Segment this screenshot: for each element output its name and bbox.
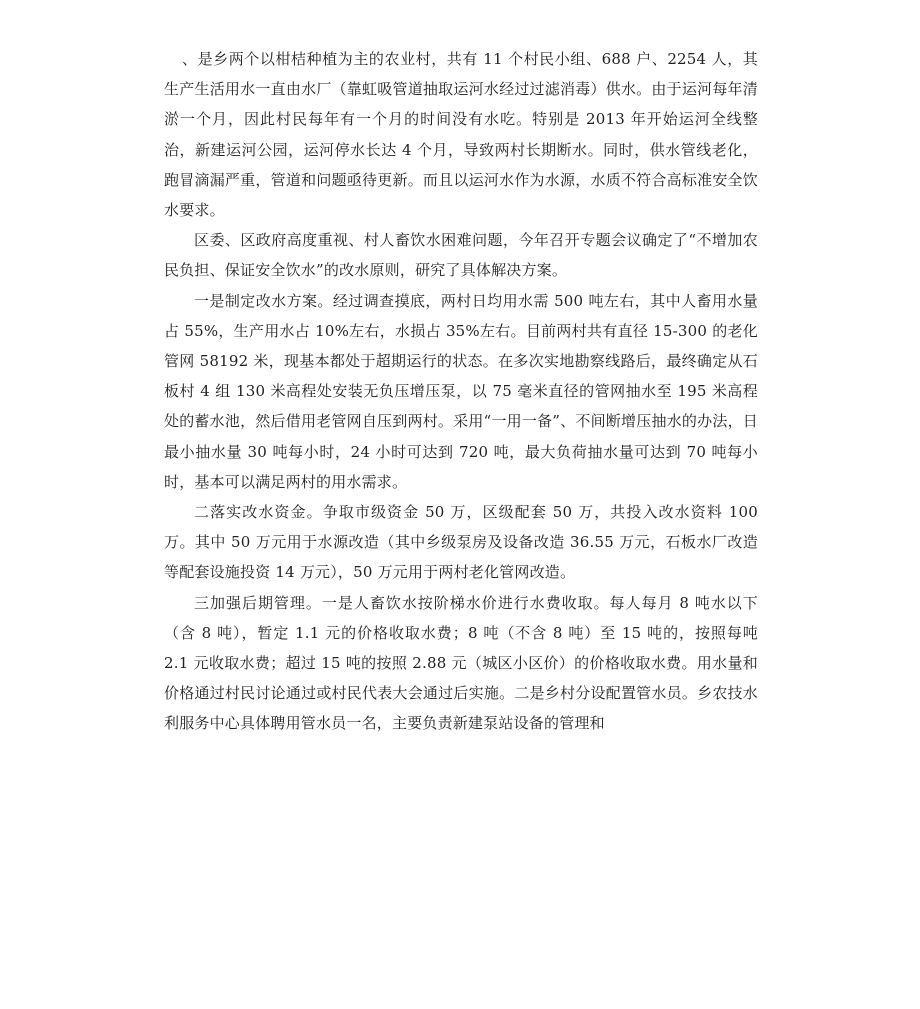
paragraph-management: 三加强后期管理。一是人畜饮水按阶梯水价进行水费收取。每人每月 8 吨水以下（含 8 吨），暂定 1.1 元的价格收取水费；8 吨（不含 8 吨）至 15 吨的，按照每吨 2.1 元收取水费；超过 15 吨的按照 2.88 元（城区小区价）的价格收取水费。用水量和价格通过村民讨论通过或村民代表大会通过后实施。二是乡村分设配置管水员。乡农技水利服务中心具体聘用管水员一名，主要负责新建泵站设备的管理和 (164, 593, 758, 733)
paragraph-water-plan: 一是制定改水方案。经过调查摸底，两村日均用水需 500 吨左右，其中人畜用水量占 55%，生产用水占 10%左右，水损占 35%左右。目前两村共有直径 15-300 的老化管网 58192 米，现基本都处于超期运行的状态。在多次实地勘察线路后，最终确定从石板村 4 组 130 米高程处安装无负压增压泵，以 75 毫米直径的管网抽水至 195 米高程处的蓄水池，然后借用老管网自压到两村。采用“一用一备”、不间断增压抽水的办法，日最小抽水量 30 吨每小时，24 小时可达到 720 吨，最大负荷抽水量可达到 70 吨每小时，基本可以满足两村的用水需求。 (164, 291, 758, 491)
paragraph-background: 、是乡两个以柑桔种植为主的农业村，共有 11 个村民小组、688 户、2254 人，其生产生活用水一直由水厂（靠虹吸管道抽取运河水经过过滤消毒）供水。由于运河每年清淤一个月，因此村民每年有一个月的时间没有水吃。特别是 2013 年开始运河全线整治，新建运河公园，运河停水长达 4 个月，导致两村长期断水。同时，供水管线老化，跑冒滴漏严重，管道和问题亟待更新。而且以运河水作为水源，水质不符合高标准安全饮水要求。 (164, 50, 758, 220)
document-body (164, 44, 758, 739)
paragraph-government-attention: 区委、区政府高度重视、村人畜饮水困难问题，今年召开专题会议确定了“不增加农民负担、保证安全饮水”的改水原则，研究了具体解决方案。 (164, 231, 758, 280)
paragraph-funding: 二落实改水资金。争取市级资金 50 万，区级配套 50 万，共投入改水资料 100 万。其中 50 万元用于水源改造（其中乡级泵房及设备改造 36.55 万元，石板水厂改造等配套设施投资 14 万元），50 万元用于两村老化管网改造。 (164, 503, 758, 582)
